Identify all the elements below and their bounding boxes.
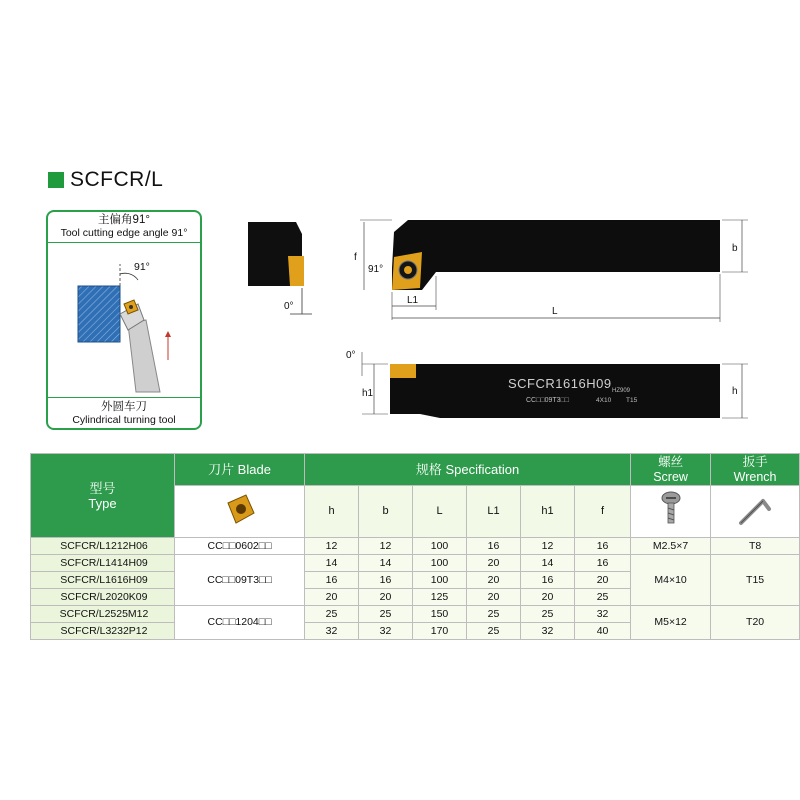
page-title: SCFCR/L (70, 168, 164, 191)
cell-L1: 25 (467, 606, 521, 623)
table-row (31, 606, 800, 623)
cell-f: 25 (575, 589, 631, 606)
cell-h: 25 (305, 606, 359, 623)
cell-h1: 32 (521, 623, 575, 640)
type-header-en: Type (88, 495, 117, 511)
screw-header-cn: 螺丝 (658, 454, 684, 469)
cell-h1: 25 (521, 606, 575, 623)
cell-f: 16 (575, 555, 631, 572)
row-screw: M4×10 (631, 555, 711, 606)
insert-icon (220, 489, 260, 529)
wrench-header (711, 454, 800, 486)
l-label: L (552, 306, 558, 317)
cell-h: 32 (305, 623, 359, 640)
marking-main: SCFCR1616H09 (508, 376, 612, 391)
blade-header: 刀片 Blade (175, 454, 305, 486)
cell-L1: 20 (467, 589, 521, 606)
top-view (354, 220, 748, 322)
cell-h1: 16 (521, 572, 575, 589)
cell-f: 40 (575, 623, 631, 640)
cell-h: 14 (305, 555, 359, 572)
zero-side-label: 0° (346, 350, 356, 361)
row-type: SCFCR/L1212H06 (31, 538, 175, 555)
row-type: SCFCR/L2525M12 (31, 606, 175, 623)
top-angle-label: 91° (368, 264, 384, 275)
cell-L: 170 (413, 623, 467, 640)
angle-value: 91° (134, 261, 150, 273)
f-label: f (354, 252, 357, 263)
cell-L: 150 (413, 606, 467, 623)
marking-key: T15 (626, 397, 638, 404)
cell-b: 16 (359, 572, 413, 589)
cell-L: 100 (413, 555, 467, 572)
cell-b: 25 (359, 606, 413, 623)
cell-b: 32 (359, 623, 413, 640)
marking-grade: HZ909 (612, 388, 631, 394)
cell-h1: 12 (521, 538, 575, 555)
cell-h: 16 (305, 572, 359, 589)
screw-header (631, 454, 711, 486)
spec-col-f: f (575, 486, 631, 538)
wrench-image-cell (711, 486, 800, 538)
cell-L1: 20 (467, 555, 521, 572)
cell-L: 100 (413, 572, 467, 589)
angle-title-cn: 主偏角91° (98, 214, 150, 226)
wrench-icon (735, 489, 775, 529)
type-header-cn: 型号 (89, 480, 116, 496)
spec-col-b: b (359, 486, 413, 538)
cell-h: 12 (305, 538, 359, 555)
cell-h1: 14 (521, 555, 575, 572)
cell-L1: 25 (467, 623, 521, 640)
cell-h1: 20 (521, 589, 575, 606)
spec-col-h: h (305, 486, 359, 538)
row-screw: M5×12 (631, 606, 711, 640)
spec-col-L1: L1 (467, 486, 521, 538)
wrench-header-en: Wrench (733, 469, 777, 484)
row-blade: CC□□09T3□□ (175, 555, 305, 606)
wrench-header-cn: 扳手 (742, 454, 768, 469)
table-row (31, 555, 800, 572)
cell-h: 20 (305, 589, 359, 606)
screw-icon (656, 489, 686, 529)
cell-L: 100 (413, 538, 467, 555)
h1-label: h1 (362, 388, 374, 399)
spec-col-h1: h1 (521, 486, 575, 538)
row-blade: CC□□0602□□ (175, 538, 305, 555)
row-wrench: T15 (711, 555, 800, 606)
cell-L1: 16 (467, 538, 521, 555)
row-wrench: T20 (711, 606, 800, 640)
type-header (31, 454, 175, 538)
row-type: SCFCR/L1414H09 (31, 555, 175, 572)
screw-header-en: Screw (653, 469, 688, 484)
row-type: SCFCR/L3232P12 (31, 623, 175, 640)
cell-b: 20 (359, 589, 413, 606)
row-type: SCFCR/L1616H09 (31, 572, 175, 589)
top-view-body (392, 220, 720, 290)
cell-f: 16 (575, 538, 631, 555)
cell-f: 20 (575, 572, 631, 589)
cell-b: 14 (359, 555, 413, 572)
end-view-insert (288, 256, 304, 286)
cell-f: 32 (575, 606, 631, 623)
zero-top-label: 0° (284, 301, 294, 312)
tool-name-cn: 外圆车刀 (101, 401, 147, 413)
end-view (248, 222, 312, 314)
angle-title-en: Tool cutting edge angle 91° (60, 227, 188, 239)
row-blade: CC□□1204□□ (175, 606, 305, 640)
l1-label: L1 (407, 295, 419, 306)
spec-header: 规格 Specification (305, 454, 631, 486)
spec-table (30, 453, 800, 640)
marking-sub: CC□□09T3□□ (526, 397, 569, 404)
b-label: b (732, 243, 738, 254)
side-view-body (390, 364, 720, 418)
spec-col-L: L (413, 486, 467, 538)
row-wrench: T8 (711, 538, 800, 555)
marking-screw: 4X10 (596, 397, 612, 404)
side-view (346, 350, 748, 418)
h-label: h (732, 386, 738, 397)
screw-image-cell (631, 486, 711, 538)
side-view-insert (390, 364, 416, 378)
cell-L1: 20 (467, 572, 521, 589)
cell-L: 125 (413, 589, 467, 606)
row-screw: M2.5×7 (631, 538, 711, 555)
blade-image-cell (175, 486, 305, 538)
cell-b: 12 (359, 538, 413, 555)
row-type: SCFCR/L2020K09 (31, 589, 175, 606)
table-row (31, 538, 800, 555)
top-view-screw-center (404, 266, 412, 274)
tool-name-en: Cylindrical turning tool (72, 414, 176, 426)
